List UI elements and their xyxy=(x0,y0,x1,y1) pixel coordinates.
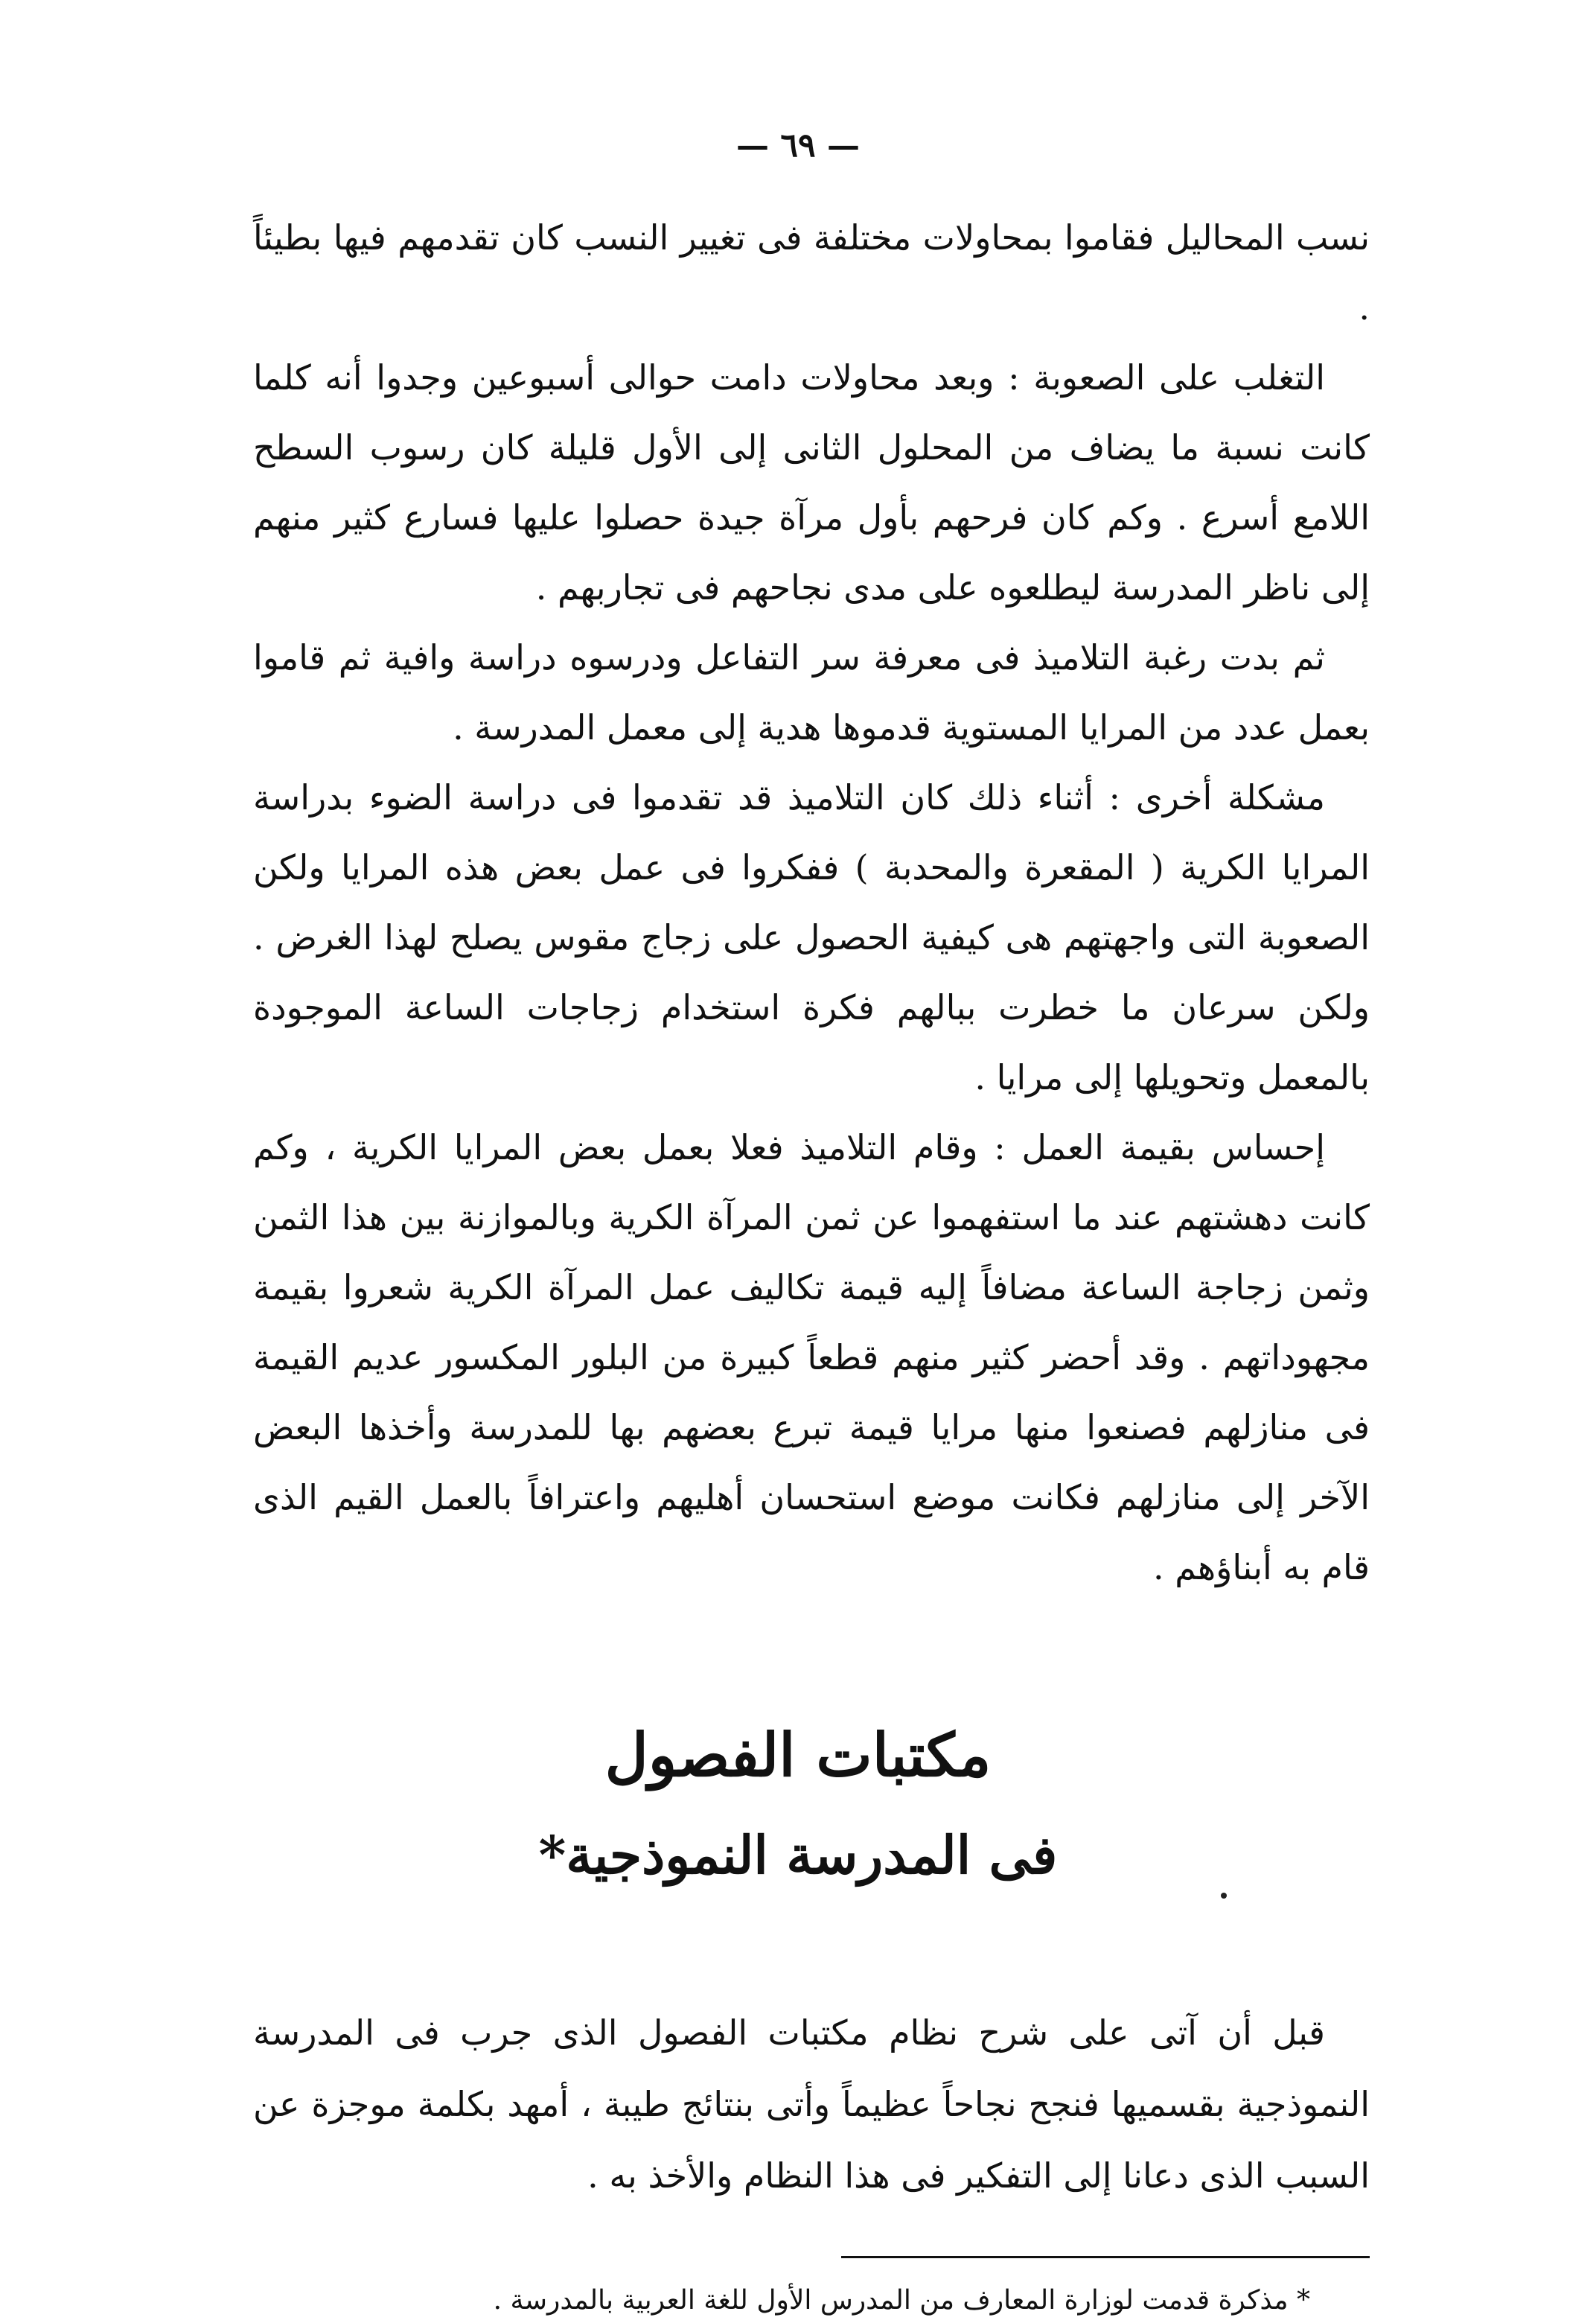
section-intro xyxy=(253,1997,1370,2211)
footnote-divider xyxy=(841,2256,1370,2258)
paragraph: قبل أن آتى على شرح نظام مكتبات الفصول الذى جرب فى المدرسة النموذجية بقسميها فنجح نجاحاً عظيماً وأتى بنتائج طيبة ، أمهد بكلمة موجزة عن السبب الذى دعانا إلى التفكير فى هذا النظام والأخذ به . xyxy=(253,2013,1370,2196)
footnote: * مذكرة قدمت لوزارة المعارف من المدرس الأول للغة العربية بالمدرسة . xyxy=(493,2285,1310,2316)
section-title: مكتبات الفصول xyxy=(604,1720,992,1790)
print-speck xyxy=(1221,1893,1227,1899)
paragraph: إحساس بقيمة العمل : وقام التلاميذ فعلا بعمل بعض المرايا الكرية ، وكم كانت دهشتهم عند ما استفهموا عن ثمن المرآة الكرية وبالموازنة بين هذا الثمن وثمن زجاجة الساعة مضافاً إليه قيمة تكاليف عمل المرآة الكرية شعروا بقيمة مجهوداتهم . وقد أحضر كثير منهم قطعاً كبيرة من البلور المكسور عديم القيمة فى منازلهم فصنعوا منها مرايا قيمة تبرع بعضهم بها للمدرسة وأخذها البعض الآخر إلى منازلهم فكانت موضع استحسان أهليهم واعترافاً بالعمل القيم الذى قام به أبناؤهم . xyxy=(253,1127,1370,1587)
page-number: — ٦٩ — xyxy=(736,127,860,165)
paragraph: التغلب على الصعوبة : وبعد محاولات دامت حوالى أسبوعين وجدوا أنه كلما كانت نسبة ما يضاف من المحلول الثانى إلى الأول قليلة كان رسوب السطح اللامع أسرع . وكم كان فرحهم بأول مرآة جيدة حصلوا عليها فسارع كثير منهم إلى ناظر المدرسة ليطلعوه على مدى نجاحهم فى تجاربهم . xyxy=(253,357,1370,608)
paragraph: ثم بدت رغبة التلاميذ فى معرفة سر التفاعل ودرسوه دراسة وافية ثم قاموا بعمل عدد من المرايا المستوية قدموها هدية إلى معمل المدرسة . xyxy=(253,637,1370,748)
paragraph: مشكلة أخرى : أثناء ذلك كان التلاميذ قد تقدموا فى دراسة الضوء بدراسة المرايا الكرية ( المقعرة والمحدبة ) ففكروا فى عمل بعض هذه المرايا ولكن الصعوبة التى واجهتهم هى كيفية الحصول على زجاج مقوس يصلح لهذا الغرض . ولكن سرعان ما خطرت ببالهم فكرة استخدام زجاجات الساعة الموجودة بالمعمل وتحويلها إلى مرايا . xyxy=(253,777,1370,1097)
paragraph: نسب المحاليل فقاموا بمحاولات مختلفة فى تغيير النسب كان تقدمهم فيها بطيئاً . xyxy=(253,217,1370,328)
body-text xyxy=(253,203,1370,1602)
section-subtitle: فى المدرسة النموذجية* xyxy=(538,1824,1058,1886)
